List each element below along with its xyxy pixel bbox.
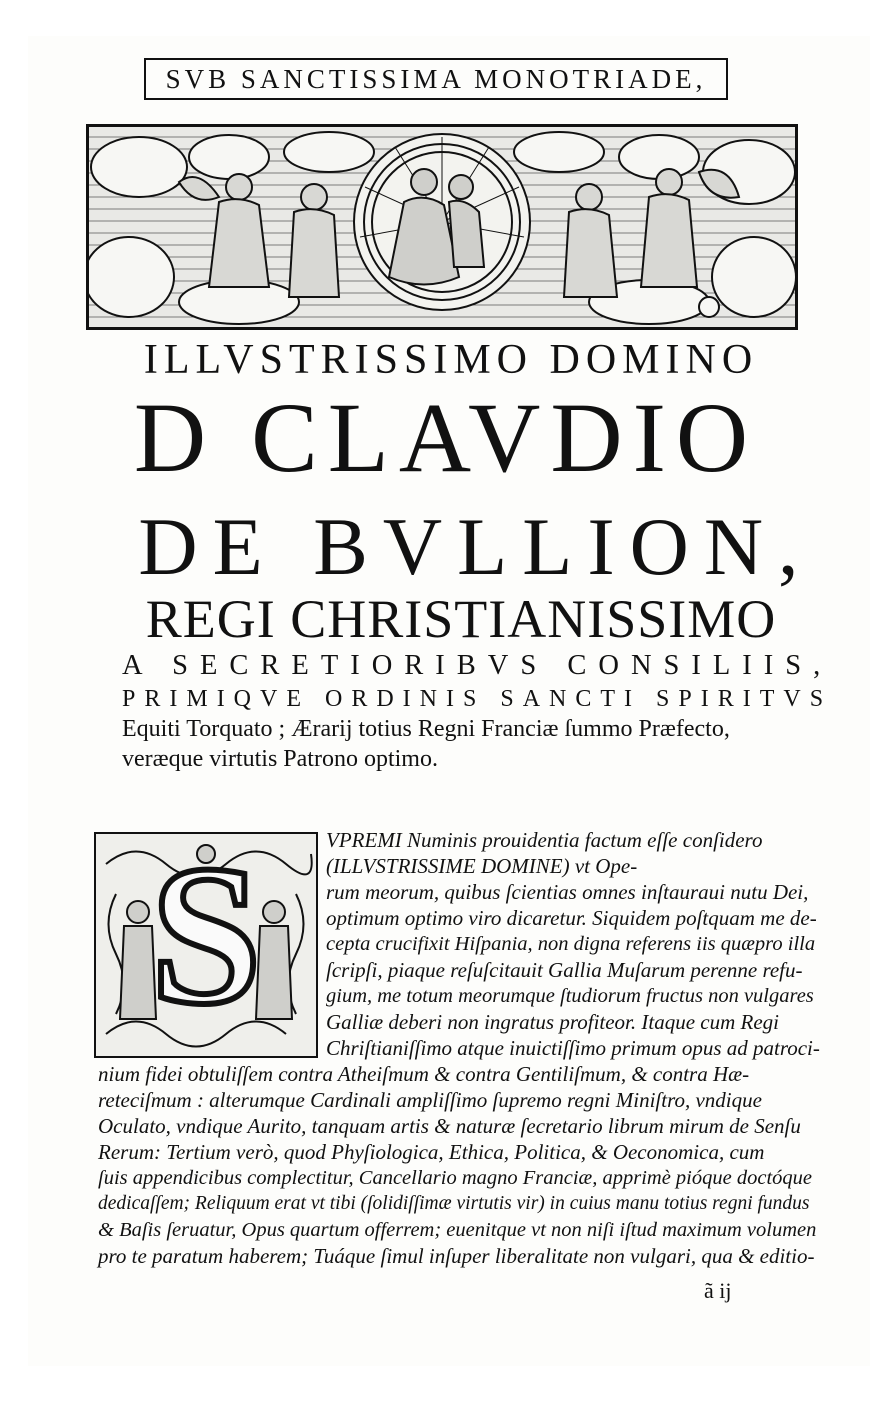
dedication-name: D CLAVDIO [133,382,759,493]
body-line: Chriſtianiſſimo atque inuictiſſimo primum opus ad patroci- [326,1036,820,1060]
body-line: gium, me totum meorumque ſtudiorum fructus non vulgares [326,985,814,1007]
decorated-initial [94,832,318,1058]
body-line: & Baſis ſeruatur, Opus quartum offerrem; euenitque vt non niſi iſtud maximum volumen [98,1219,817,1241]
body-line: Oculato, vndique Aurito, tanquam artis & naturæ ſecretario librum mirum de Senſu [98,1114,801,1138]
body-line: reteciſmum : alterumque Cardinali ampliſſimo ſupremo regni Miniſtro, vndique [98,1088,762,1112]
dedication-line-5: A SECRETIORIBVS CONSILIIS, [122,650,833,681]
dedication-line-7: Equiti Torquato ; Ærarij totius Regni Franciæ ſummo Præfecto, [122,716,730,742]
dedication-surname: DE BVLLION, [138,501,814,592]
body-line: Rerum: Tertium verò, quod Phyſiologica, Ethica, Politica, & Oeconomica, cum [98,1140,765,1164]
body-line: Galliæ deberi non ingratus profiteor. Itaque cum Regi [326,1010,780,1034]
signature-mark: ã ij [704,1278,732,1303]
book-page [28,36,870,1366]
body-line: VPREMI Numinis prouidentia factum eſſe conſidero [326,828,763,852]
body-line: optimum optimo viro dicaretur. Siquidem poſtquam me de- [326,906,817,930]
body-line: pro te paratum haberem; Tuáque ſimul inſuper liberalitate non vulgari, qua & editio- [98,1244,815,1268]
dedication-line-4: REGI CHRISTIANISSIMO [145,589,777,649]
body-line: (ILLVSTRISSIME DOMINE) vt Ope- [326,854,638,878]
dedication-line-8: veræque virtutis Patrono optimo. [122,746,438,772]
dedication-line-6: PRIMIQVE ORDINIS SANCTI SPIRITVS [122,686,833,712]
initial-letter: S [150,832,262,1046]
body-line: nium fidei obtuliſſem contra Atheiſmum & contra Gentiliſmum, & contra Hæ- [98,1062,750,1086]
body-line: ſuis appendicibus complectitur, Cancellario magno Franciæ, apprimè pióque doctóque [98,1167,812,1189]
woodcut-headpiece-illustration [86,124,798,330]
body-line: cepta crucifixit Hiſpania, non digna referens iis quæpro illa [326,933,816,955]
running-title: SVB SANCTISSIMA MONOTRIADE, [144,58,728,100]
woodcut-image [89,127,795,327]
body-line: rum meorum, quibus ſcientias omnes inſtauraui nutu Dei, [326,880,809,904]
dedication-line-1: ILLVSTRISSIMO DOMINO [143,337,759,383]
body-line: dedicaſſem; Reliquum erat vt tibi (ſolidiſſimæ virtutis vir) in cuius manu totius regni fundus [98,1193,810,1214]
body-line: ſcripſi, piaque reſuſcitauit Gallia Muſarum perenne refu- [326,958,803,982]
